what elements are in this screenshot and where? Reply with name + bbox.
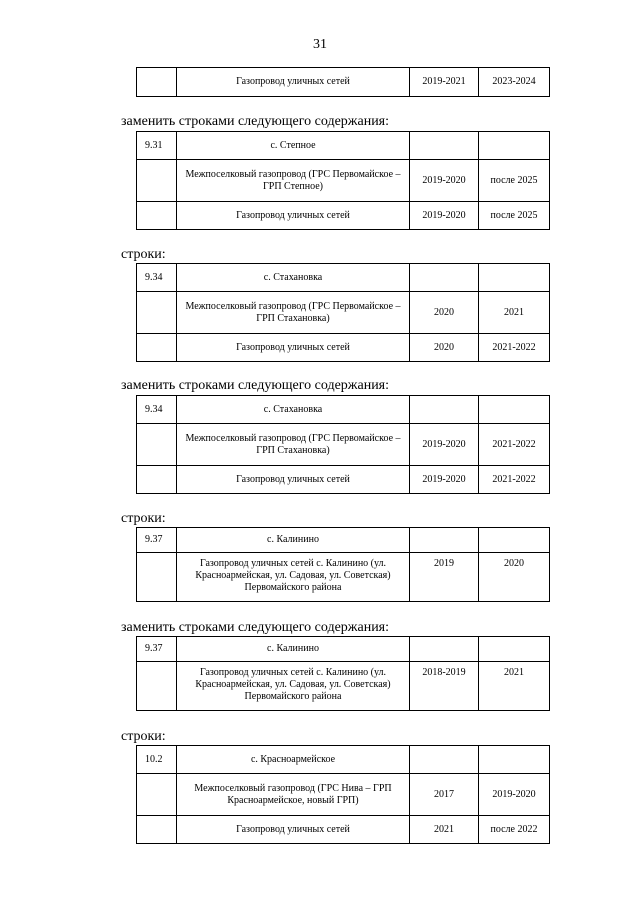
table-block-0 — [136, 67, 550, 97]
table-row — [137, 68, 550, 97]
block-heading: заменить строками следующего содержания: — [121, 620, 390, 635]
page-number: 31 — [313, 37, 327, 52]
row-name-cell: с. Стахановка — [177, 264, 410, 292]
row-number-cell — [137, 202, 177, 230]
row-name-cell: Газопровод уличных сетей — [177, 202, 410, 230]
row-years1-cell — [410, 264, 479, 292]
row-name-cell: Межпоселковый газопровод (ГРС Первомайское – ГРП Степное) — [177, 160, 410, 202]
row-years1-cell — [410, 637, 479, 662]
table-row — [137, 264, 550, 292]
row-years2-cell: 2020 — [479, 553, 550, 602]
row-name-cell: с. Калинино — [177, 528, 410, 553]
row-years1-cell: 2019-2020 — [410, 160, 479, 202]
row-years1-cell — [410, 528, 479, 553]
row-number-cell — [137, 662, 177, 711]
table-row — [137, 528, 550, 553]
row-name-cell: с. Калинино — [177, 637, 410, 662]
row-years2-cell: 2021 — [479, 662, 550, 711]
row-name-cell: Газопровод уличных сетей — [177, 466, 410, 494]
row-years1-cell: 2019-2021 — [410, 68, 479, 97]
row-years1-cell: 2018-2019 — [410, 662, 479, 711]
row-years1-cell — [410, 396, 479, 424]
row-years2-cell: после 2025 — [479, 160, 550, 202]
block-heading: заменить строками следующего содержания: — [121, 114, 390, 129]
row-number-cell — [137, 424, 177, 466]
row-years1-cell: 2019-2020 — [410, 466, 479, 494]
row-years2-cell — [479, 396, 550, 424]
row-number-cell: 9.37 — [137, 637, 177, 662]
table-row — [137, 816, 550, 844]
row-years1-cell: 2019-2020 — [410, 202, 479, 230]
row-number-cell — [137, 774, 177, 816]
row-years1-cell: 2019-2020 — [410, 424, 479, 466]
row-number-cell: 9.34 — [137, 264, 177, 292]
row-number-cell: 9.31 — [137, 132, 177, 160]
table-block-4 — [136, 527, 550, 602]
row-name-cell: Газопровод уличных сетей — [177, 68, 410, 97]
row-years2-cell: после 2022 — [479, 816, 550, 844]
row-number-cell — [137, 292, 177, 334]
row-years2-cell: 2021 — [479, 292, 550, 334]
block-heading: заменить строками следующего содержания: — [121, 378, 390, 393]
table-row — [137, 292, 550, 334]
row-number-cell: 10.2 — [137, 746, 177, 774]
row-number-cell: 9.37 — [137, 528, 177, 553]
block-heading: строки: — [121, 729, 166, 744]
row-years2-cell — [479, 637, 550, 662]
row-years1-cell: 2019 — [410, 553, 479, 602]
table-block-5 — [136, 636, 550, 711]
row-years2-cell — [479, 132, 550, 160]
row-number-cell — [137, 816, 177, 844]
row-name-cell: Газопровод уличных сетей — [177, 334, 410, 362]
block-heading: строки: — [121, 511, 166, 526]
table-row — [137, 746, 550, 774]
row-years2-cell — [479, 746, 550, 774]
row-years2-cell: 2023-2024 — [479, 68, 550, 97]
table-row — [137, 553, 550, 602]
row-name-cell: с. Степное — [177, 132, 410, 160]
row-years2-cell: 2021-2022 — [479, 466, 550, 494]
table-block-2 — [136, 263, 550, 362]
row-number-cell — [137, 160, 177, 202]
row-name-cell: Газопровод уличных сетей с. Калинино (ул. Красноармейская, ул. Садовая, ул. Советская) Первомайского района — [177, 553, 410, 602]
table-row — [137, 334, 550, 362]
row-name-cell: Межпоселковый газопровод (ГРС Нива – ГРП Красноармейское, новый ГРП) — [177, 774, 410, 816]
row-years2-cell — [479, 264, 550, 292]
row-years2-cell: после 2025 — [479, 202, 550, 230]
row-number-cell — [137, 68, 177, 97]
row-years2-cell: 2021-2022 — [479, 424, 550, 466]
row-years1-cell: 2017 — [410, 774, 479, 816]
row-number-cell — [137, 334, 177, 362]
row-name-cell: Межпоселковый газопровод (ГРС Первомайское – ГРП Стахановка) — [177, 292, 410, 334]
table-row — [137, 202, 550, 230]
table-block-1 — [136, 131, 550, 230]
row-years1-cell: 2020 — [410, 334, 479, 362]
row-years2-cell: 2019-2020 — [479, 774, 550, 816]
table-row — [137, 160, 550, 202]
table-row — [137, 396, 550, 424]
row-number-cell: 9.34 — [137, 396, 177, 424]
row-years1-cell: 2021 — [410, 816, 479, 844]
table-row — [137, 466, 550, 494]
row-years1-cell — [410, 132, 479, 160]
table-row — [137, 424, 550, 466]
table-row — [137, 774, 550, 816]
row-name-cell: Газопровод уличных сетей — [177, 816, 410, 844]
row-years2-cell — [479, 528, 550, 553]
row-name-cell: с. Красноармейское — [177, 746, 410, 774]
row-number-cell — [137, 553, 177, 602]
row-years2-cell: 2021-2022 — [479, 334, 550, 362]
block-heading: строки: — [121, 247, 166, 262]
table-block-6 — [136, 745, 550, 844]
row-name-cell: Газопровод уличных сетей с. Калинино (ул. Красноармейская, ул. Садовая, ул. Советская) Первомайского района — [177, 662, 410, 711]
table-block-3 — [136, 395, 550, 494]
row-number-cell — [137, 466, 177, 494]
table-row — [137, 662, 550, 711]
row-years1-cell: 2020 — [410, 292, 479, 334]
row-years1-cell — [410, 746, 479, 774]
table-row — [137, 637, 550, 662]
row-name-cell: с. Стахановка — [177, 396, 410, 424]
row-name-cell: Межпоселковый газопровод (ГРС Первомайское – ГРП Стахановка) — [177, 424, 410, 466]
table-row — [137, 132, 550, 160]
